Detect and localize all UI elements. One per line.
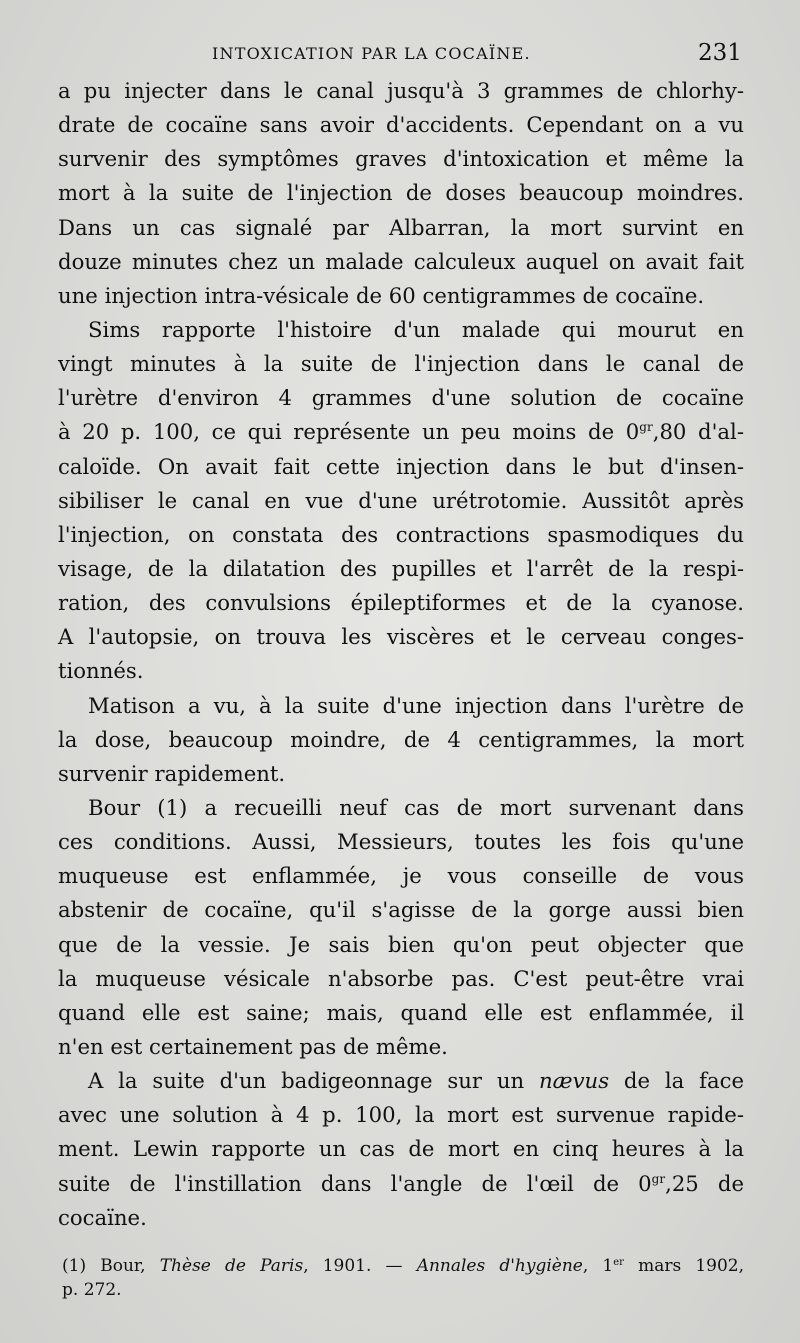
text-line: Dans un cas signalé par Albarran, la mort survint en: [58, 214, 744, 240]
text-segment: suite de l'instillation dans l'angle de l'œil de 0: [58, 1170, 652, 1196]
text-segment: ,80 d'al-: [652, 419, 744, 445]
text-line: survenir rapidement.: [58, 760, 286, 786]
page-header: [0, 40, 800, 74]
text-line: vingt minutes à la suite de l'injection dans le canal de: [58, 351, 744, 377]
footnote-line: [62, 1254, 744, 1278]
text-segment: de la face: [609, 1068, 744, 1094]
text-line: survenir des symptômes graves d'intoxication et même la: [58, 146, 744, 172]
page-number: 231: [698, 40, 742, 66]
text-line: cocaïne.: [58, 1204, 147, 1230]
text-line: sibiliser le canal en vue d'une urétrotomie. Aussitôt après: [58, 487, 744, 513]
italic-term: nævus: [539, 1068, 610, 1094]
footnote-segment: , 1: [582, 1256, 614, 1276]
text-segment: à 20 p. 100, ce qui représente un peu moins de 0: [58, 419, 640, 445]
text-line: ration, des convulsions épileptiformes et de la cyanose.: [58, 590, 744, 616]
text-line: Bour (1) a recueilli neuf cas de mort survenant dans: [88, 794, 744, 820]
footnote-line: p. 272.: [62, 1280, 122, 1300]
text-line: ment. Lewin rapporte un cas de mort en cinq heures à la: [58, 1136, 744, 1162]
text-line: l'urètre d'environ 4 grammes d'une solution de cocaïne: [58, 385, 744, 411]
text-line: drate de cocaïne sans avoir d'accidents. Cependant on a vu: [58, 112, 744, 138]
text-line: la muqueuse vésicale n'absorbe pas. C'est peut-être vrai: [58, 965, 744, 991]
text-line: a pu injecter dans le canal jusqu'à 3 grammes de chlorhy-: [58, 78, 744, 103]
footnote-segment: mars 1902,: [623, 1256, 744, 1276]
text-line: visage, de la dilatation des pupilles et l'arrêt de la respi-: [58, 555, 744, 581]
text-line: tionnés.: [58, 658, 144, 684]
text-line: ces conditions. Aussi, Messieurs, toutes les fois qu'une: [58, 829, 744, 855]
text-line: Sims rapporte l'histoire d'un malade qui mourut en: [88, 316, 744, 342]
text-line: mort à la suite de l'injection de doses beaucoup moindres.: [58, 180, 744, 206]
gram-abbrev: gr: [639, 420, 653, 435]
text-line: muqueuse est enflammée, je vous conseille de vous: [58, 863, 744, 889]
running-title: INTOXICATION PAR LA COCAÏNE.: [212, 44, 531, 63]
body-text: [58, 74, 744, 1235]
footnote-superscript: er: [613, 1257, 624, 1268]
text-line: n'en est certainement pas de même.: [58, 1033, 448, 1059]
text-line: que de la vessie. Je sais bien qu'on peut objecter que: [58, 931, 744, 957]
text-line: caloïde. On avait fait cette injection dans le but d'insen-: [58, 453, 744, 479]
text-line: abstenir de cocaïne, qu'il s'agisse de la gorge aussi bien: [58, 897, 744, 923]
text-segment: A la suite d'un badigeonnage sur un: [88, 1068, 525, 1094]
footnote-italic: Thèse de Paris: [159, 1256, 304, 1276]
text-line: quand elle est saine; mais, quand elle est enflammée, il: [58, 999, 744, 1025]
footnote-segment: , 1901. —: [303, 1256, 417, 1276]
text-line-with-dose: [58, 1167, 744, 1201]
text-line: la dose, beaucoup moindre, de 4 centigrammes, la mort: [58, 726, 744, 752]
text-segment: ,25 de: [665, 1170, 744, 1196]
text-line-with-italic: [58, 1064, 744, 1098]
text-line: Matison a vu, à la suite d'une injection dans l'urètre de: [88, 692, 744, 718]
text-line: avec une solution à 4 p. 100, la mort est survenue rapide-: [58, 1102, 744, 1128]
footnote-italic: Annales d'hygiène: [416, 1256, 583, 1276]
text-line: une injection intra-vésicale de 60 centigrammes de cocaïne.: [58, 282, 705, 308]
text-line: douze minutes chez un malade calculeux auquel on avait fait: [58, 248, 744, 274]
text-line-with-dose: [58, 415, 744, 449]
footnote: [62, 1254, 744, 1302]
footnote-segment: (1) Bour,: [62, 1256, 160, 1276]
text-line: l'injection, on constata des contractions spasmodiques du: [58, 521, 744, 547]
gram-abbrev: gr: [651, 1171, 666, 1186]
text-line: A l'autopsie, on trouva les viscères et le cerveau conges-: [58, 624, 744, 650]
